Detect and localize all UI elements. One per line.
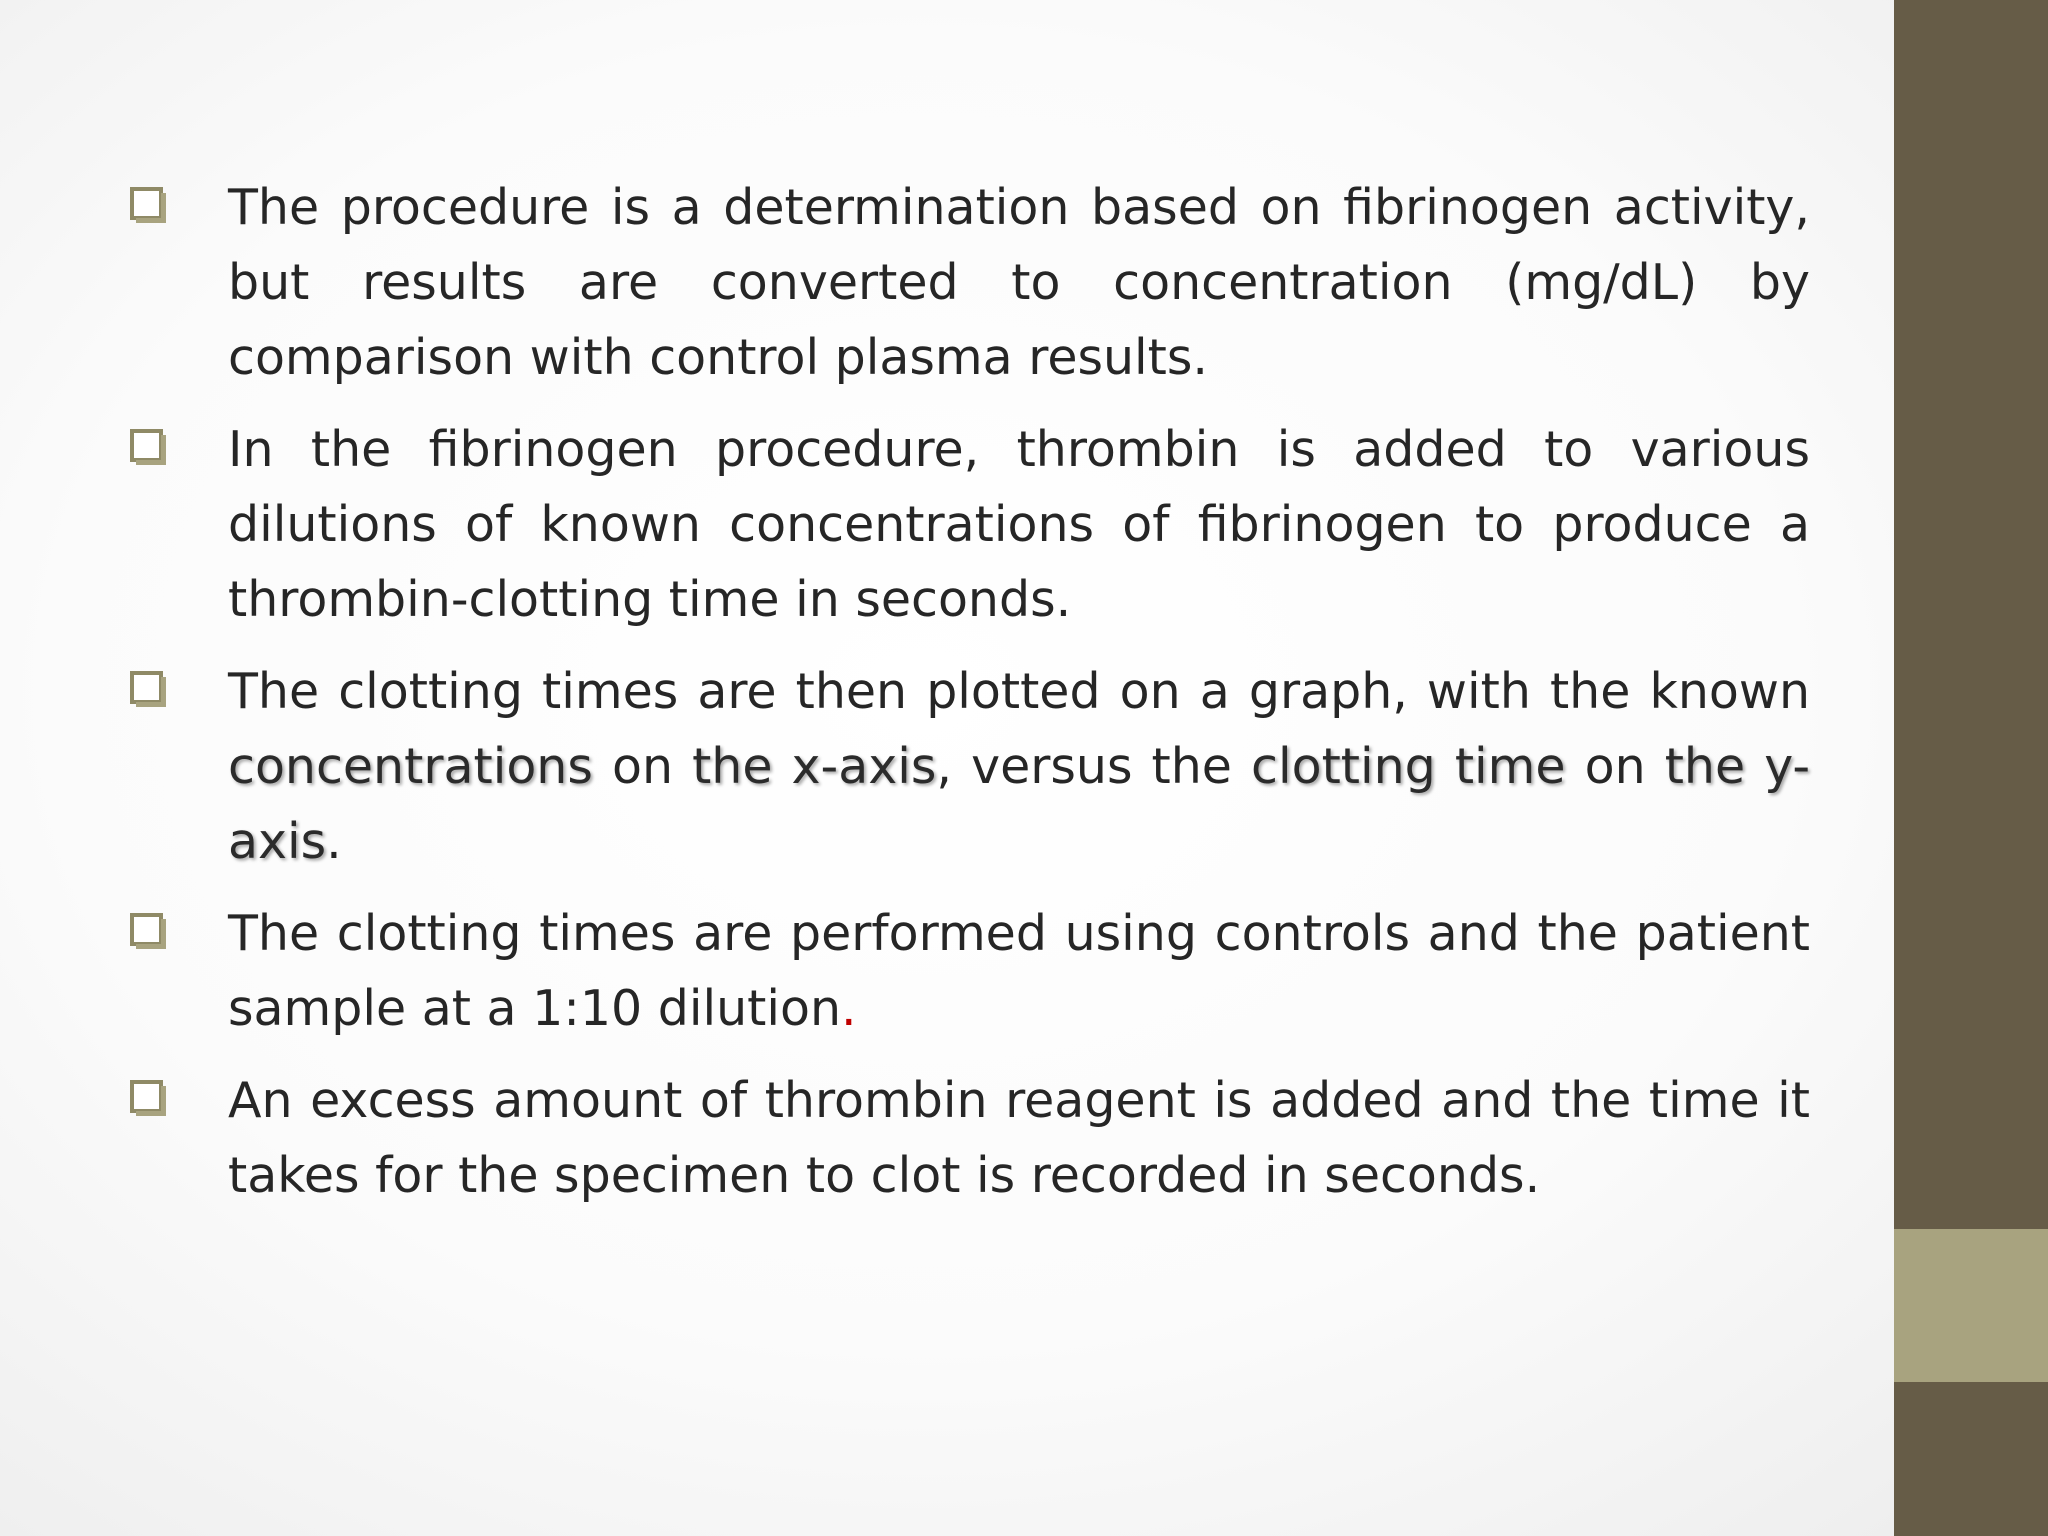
highlight-concentrations: concentrations [228,738,593,795]
hollow-square-checkbox-icon [130,913,168,951]
decorative-sidebar-accent [1894,1229,2048,1382]
bullet-3-text-part: , versus the [936,738,1252,795]
bullet-text-5: An excess amount of thrombin reagent is added and the time it takes for the specimen to clot is recorded in seconds. [228,1072,1810,1204]
bullet-3-text-part: on [1565,738,1665,795]
hollow-square-checkbox-icon [130,671,168,709]
bullet-item-5 [124,1063,1810,1213]
bullet-4-text-part: The clotting times are performed using controls and the patient sample at a 1:10 dilution [228,905,1810,1037]
hollow-square-checkbox-icon [130,429,168,467]
bullet-text-1: The procedure is a determination based on fibrinogen activity, but results are converted to concentration (mg/dL) by comparison with control plasma results. [228,179,1810,386]
bullet-item-3 [124,654,1810,879]
bullet-text-4 [228,905,1810,1037]
bullet-item-2 [124,412,1810,637]
bullet-list [124,170,1810,1230]
highlight-x-axis: the x-axis [692,738,937,795]
highlight-clotting-time: clotting time [1251,738,1566,795]
bullet-3-text-part: The clotting times are then plotted on a graph, with the known [228,663,1810,720]
bullet-3-text-part: on [592,738,693,795]
bullet-item-1 [124,170,1810,395]
bullet-text-2: In the fibrinogen procedure, thrombin is added to various dilutions of known concentrations of fibrinogen to produce a thrombin-clotting time in seconds. [228,421,1810,628]
bullet-item-4 [124,896,1810,1046]
hollow-square-checkbox-icon [130,187,168,225]
highlight-y-axis: the y-axis [228,738,1811,870]
hollow-square-checkbox-icon [130,1080,168,1118]
bullet-3-text-part: . [326,813,342,870]
red-period: . [841,980,857,1037]
bullet-text-3 [228,663,1810,870]
